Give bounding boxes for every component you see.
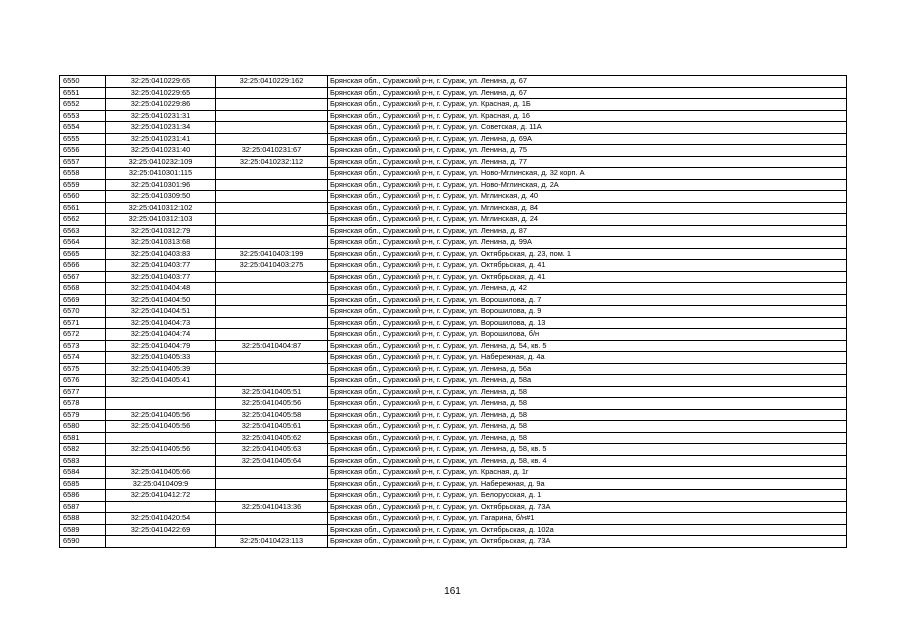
cadastral-number-cell: 32:25:0410412:72 <box>106 490 216 502</box>
table-row <box>60 524 847 536</box>
cadastral-number-cell: 32:25:0410231:41 <box>106 133 216 145</box>
address-cell: Брянская обл., Суражский р-н, г. Сураж, ул. Ленина, д. 99А <box>328 237 847 249</box>
row-number-cell: 6569 <box>60 294 106 306</box>
related-cadastral-number-cell: 32:25:0410405:61 <box>216 421 328 433</box>
row-number-cell: 6554 <box>60 122 106 134</box>
address-cell: Брянская обл., Суражский р-н, г. Сураж, ул. Ленина, д. 58 <box>328 386 847 398</box>
table-row <box>60 421 847 433</box>
table-row <box>60 133 847 145</box>
row-number-cell: 6551 <box>60 87 106 99</box>
address-cell: Брянская обл., Суражский р-н, г. Сураж, ул. Октябрьская, д. 73А <box>328 536 847 548</box>
cadastral-number-cell: 32:25:0410405:41 <box>106 375 216 387</box>
row-number-cell: 6558 <box>60 168 106 180</box>
table-row <box>60 214 847 226</box>
row-number-cell: 6572 <box>60 329 106 341</box>
row-number-cell: 6560 <box>60 191 106 203</box>
related-cadastral-number-cell: 32:25:0410232:112 <box>216 156 328 168</box>
related-cadastral-number-cell <box>216 87 328 99</box>
address-cell: Брянская обл., Суражский р-н, г. Сураж, ул. Ленина, д. 58, кв. 4 <box>328 455 847 467</box>
row-number-cell: 6573 <box>60 340 106 352</box>
cadastral-number-cell: 32:25:0410404:74 <box>106 329 216 341</box>
table-row <box>60 398 847 410</box>
cadastral-number-cell: 32:25:0410409:9 <box>106 478 216 490</box>
table-row <box>60 340 847 352</box>
address-cell: Брянская обл., Суражский р-н, г. Сураж, ул. Ленина, д. 69А <box>328 133 847 145</box>
table-row <box>60 444 847 456</box>
row-number-cell: 6553 <box>60 110 106 122</box>
table-row <box>60 352 847 364</box>
address-cell: Брянская обл., Суражский р-н, г. Сураж, ул. Белорусская, д. 1 <box>328 490 847 502</box>
row-number-cell: 6584 <box>60 467 106 479</box>
row-number-cell: 6579 <box>60 409 106 421</box>
row-number-cell: 6590 <box>60 536 106 548</box>
table-row <box>60 283 847 295</box>
row-number-cell: 6586 <box>60 490 106 502</box>
cadastral-number-cell: 32:25:0410232:109 <box>106 156 216 168</box>
row-number-cell: 6574 <box>60 352 106 364</box>
cadastral-number-cell: 32:25:0410405:33 <box>106 352 216 364</box>
address-cell: Брянская обл., Суражский р-н, г. Сураж, ул. Ленина, д. 67 <box>328 87 847 99</box>
row-number-cell: 6575 <box>60 363 106 375</box>
cadastral-number-cell: 32:25:0410301:96 <box>106 179 216 191</box>
address-cell: Брянская обл., Суражский р-н, г. Сураж, ул. Ново-Мглинская, д. 32 корп. А <box>328 168 847 180</box>
table-row <box>60 478 847 490</box>
related-cadastral-number-cell: 32:25:0410413:36 <box>216 501 328 513</box>
cadastral-number-cell <box>106 432 216 444</box>
address-cell: Брянская обл., Суражский р-н, г. Сураж, ул. Ново-Мглинская, д. 2А <box>328 179 847 191</box>
cadastral-number-cell <box>106 455 216 467</box>
related-cadastral-number-cell: 32:25:0410404:87 <box>216 340 328 352</box>
cadastral-number-cell <box>106 386 216 398</box>
cadastral-number-cell: 32:25:0410420:54 <box>106 513 216 525</box>
cadastral-number-cell: 32:25:0410405:56 <box>106 409 216 421</box>
address-cell: Брянская обл., Суражский р-н, г. Сураж, ул. Ленина, д. 54, кв. 5 <box>328 340 847 352</box>
cadastral-number-cell: 32:25:0410404:48 <box>106 283 216 295</box>
related-cadastral-number-cell <box>216 513 328 525</box>
row-number-cell: 6571 <box>60 317 106 329</box>
address-cell: Брянская обл., Суражский р-н, г. Сураж, ул. Набережная, д. 9а <box>328 478 847 490</box>
table-row <box>60 145 847 157</box>
address-cell: Брянская обл., Суражский р-н, г. Сураж, ул. Мглинская, д. 24 <box>328 214 847 226</box>
related-cadastral-number-cell <box>216 467 328 479</box>
registry-table-container <box>59 75 846 548</box>
cadastral-number-cell: 32:25:0410405:66 <box>106 467 216 479</box>
table-row <box>60 156 847 168</box>
row-number-cell: 6563 <box>60 225 106 237</box>
address-cell: Брянская обл., Суражский р-н, г. Сураж, ул. Ленина, д. 56а <box>328 363 847 375</box>
cadastral-number-cell: 32:25:0410422:69 <box>106 524 216 536</box>
table-row <box>60 375 847 387</box>
table-row <box>60 317 847 329</box>
cadastral-number-cell: 32:25:0410404:79 <box>106 340 216 352</box>
cadastral-number-cell: 32:25:0410405:39 <box>106 363 216 375</box>
related-cadastral-number-cell <box>216 306 328 318</box>
related-cadastral-number-cell <box>216 524 328 536</box>
related-cadastral-number-cell <box>216 375 328 387</box>
table-row <box>60 225 847 237</box>
address-cell: Брянская обл., Суражский р-н, г. Сураж, ул. Мглинская, д. 84 <box>328 202 847 214</box>
related-cadastral-number-cell <box>216 179 328 191</box>
related-cadastral-number-cell: 32:25:0410405:64 <box>216 455 328 467</box>
table-row <box>60 306 847 318</box>
row-number-cell: 6581 <box>60 432 106 444</box>
table-row <box>60 179 847 191</box>
row-number-cell: 6585 <box>60 478 106 490</box>
address-cell: Брянская обл., Суражский р-н, г. Сураж, ул. Ленина, д. 75 <box>328 145 847 157</box>
cadastral-number-cell: 32:25:0410403:77 <box>106 260 216 272</box>
table-row <box>60 110 847 122</box>
cadastral-number-cell: 32:25:0410313:68 <box>106 237 216 249</box>
related-cadastral-number-cell: 32:25:0410423:113 <box>216 536 328 548</box>
table-row <box>60 271 847 283</box>
address-cell: Брянская обл., Суражский р-н, г. Сураж, ул. Октябрьская, д. 41 <box>328 260 847 272</box>
address-cell: Брянская обл., Суражский р-н, г. Сураж, ул. Ворошилова, д. 13 <box>328 317 847 329</box>
row-number-cell: 6588 <box>60 513 106 525</box>
related-cadastral-number-cell <box>216 329 328 341</box>
related-cadastral-number-cell: 32:25:0410405:51 <box>216 386 328 398</box>
cadastral-number-cell <box>106 501 216 513</box>
table-row <box>60 122 847 134</box>
address-cell: Брянская обл., Суражский р-н, г. Сураж, ул. Гагарина, б/н#1 <box>328 513 847 525</box>
table-row <box>60 329 847 341</box>
cadastral-number-cell: 32:25:0410312:103 <box>106 214 216 226</box>
row-number-cell: 6559 <box>60 179 106 191</box>
cadastral-number-cell: 32:25:0410404:73 <box>106 317 216 329</box>
cadastral-number-cell: 32:25:0410229:65 <box>106 76 216 88</box>
cadastral-number-cell: 32:25:0410312:79 <box>106 225 216 237</box>
registry-table <box>59 75 847 548</box>
table-row <box>60 432 847 444</box>
row-number-cell: 6565 <box>60 248 106 260</box>
row-number-cell: 6583 <box>60 455 106 467</box>
related-cadastral-number-cell <box>216 122 328 134</box>
related-cadastral-number-cell <box>216 202 328 214</box>
table-row <box>60 501 847 513</box>
related-cadastral-number-cell <box>216 133 328 145</box>
table-row <box>60 490 847 502</box>
cadastral-number-cell: 32:25:0410405:56 <box>106 444 216 456</box>
cadastral-number-cell: 32:25:0410229:65 <box>106 87 216 99</box>
cadastral-number-cell <box>106 536 216 548</box>
related-cadastral-number-cell: 32:25:0410403:275 <box>216 260 328 272</box>
row-number-cell: 6587 <box>60 501 106 513</box>
table-row <box>60 467 847 479</box>
cadastral-number-cell: 32:25:0410405:56 <box>106 421 216 433</box>
related-cadastral-number-cell: 32:25:0410229:162 <box>216 76 328 88</box>
address-cell: Брянская обл., Суражский р-н, г. Сураж, ул. Ленина, д. 58 <box>328 398 847 410</box>
table-row <box>60 87 847 99</box>
related-cadastral-number-cell <box>216 294 328 306</box>
address-cell: Брянская обл., Суражский р-н, г. Сураж, ул. Красная, д. 1г <box>328 467 847 479</box>
address-cell: Брянская обл., Суражский р-н, г. Сураж, ул. Октябрьская, д. 73А <box>328 501 847 513</box>
address-cell: Брянская обл., Суражский р-н, г. Сураж, ул. Ленина, д. 67 <box>328 76 847 88</box>
address-cell: Брянская обл., Суражский р-н, г. Сураж, ул. Ленина, д. 77 <box>328 156 847 168</box>
row-number-cell: 6577 <box>60 386 106 398</box>
registry-table-body <box>60 76 847 548</box>
cadastral-number-cell: 32:25:0410312:102 <box>106 202 216 214</box>
table-row <box>60 409 847 421</box>
related-cadastral-number-cell <box>216 363 328 375</box>
related-cadastral-number-cell: 32:25:0410405:63 <box>216 444 328 456</box>
related-cadastral-number-cell <box>216 478 328 490</box>
row-number-cell: 6568 <box>60 283 106 295</box>
table-row <box>60 202 847 214</box>
cadastral-number-cell: 32:25:0410301:115 <box>106 168 216 180</box>
related-cadastral-number-cell <box>216 317 328 329</box>
page-number: 161 <box>444 586 461 597</box>
address-cell: Брянская обл., Суражский р-н, г. Сураж, ул. Ленина, д. 87 <box>328 225 847 237</box>
related-cadastral-number-cell: 32:25:0410405:56 <box>216 398 328 410</box>
related-cadastral-number-cell <box>216 110 328 122</box>
address-cell: Брянская обл., Суражский р-н, г. Сураж, ул. Ленина, д. 58 <box>328 421 847 433</box>
related-cadastral-number-cell <box>216 225 328 237</box>
table-row <box>60 294 847 306</box>
address-cell: Брянская обл., Суражский р-н, г. Сураж, ул. Советская, д. 11А <box>328 122 847 134</box>
address-cell: Брянская обл., Суражский р-н, г. Сураж, ул. Красная, д. 16 <box>328 110 847 122</box>
table-row <box>60 248 847 260</box>
row-number-cell: 6556 <box>60 145 106 157</box>
cadastral-number-cell: 32:25:0410231:31 <box>106 110 216 122</box>
related-cadastral-number-cell <box>216 271 328 283</box>
related-cadastral-number-cell <box>216 237 328 249</box>
row-number-cell: 6566 <box>60 260 106 272</box>
cadastral-number-cell: 32:25:0410404:50 <box>106 294 216 306</box>
row-number-cell: 6582 <box>60 444 106 456</box>
row-number-cell: 6555 <box>60 133 106 145</box>
cadastral-number-cell: 32:25:0410404:51 <box>106 306 216 318</box>
address-cell: Брянская обл., Суражский р-н, г. Сураж, ул. Ленина, д. 58, кв. 5 <box>328 444 847 456</box>
cadastral-number-cell: 32:25:0410231:34 <box>106 122 216 134</box>
table-row <box>60 260 847 272</box>
table-row <box>60 536 847 548</box>
address-cell: Брянская обл., Суражский р-н, г. Сураж, ул. Ленина, д. 42 <box>328 283 847 295</box>
row-number-cell: 6580 <box>60 421 106 433</box>
address-cell: Брянская обл., Суражский р-н, г. Сураж, ул. Октябрьская, д. 41 <box>328 271 847 283</box>
address-cell: Брянская обл., Суражский р-н, г. Сураж, ул. Ленина, д. 58 <box>328 409 847 421</box>
related-cadastral-number-cell <box>216 214 328 226</box>
related-cadastral-number-cell <box>216 191 328 203</box>
table-row <box>60 168 847 180</box>
row-number-cell: 6552 <box>60 99 106 111</box>
address-cell: Брянская обл., Суражский р-н, г. Сураж, ул. Ворошилова, б/н <box>328 329 847 341</box>
related-cadastral-number-cell <box>216 283 328 295</box>
row-number-cell: 6550 <box>60 76 106 88</box>
row-number-cell: 6589 <box>60 524 106 536</box>
related-cadastral-number-cell: 32:25:0410405:62 <box>216 432 328 444</box>
related-cadastral-number-cell <box>216 168 328 180</box>
related-cadastral-number-cell <box>216 352 328 364</box>
row-number-cell: 6578 <box>60 398 106 410</box>
address-cell: Брянская обл., Суражский р-н, г. Сураж, ул. Ворошилова, д. 7 <box>328 294 847 306</box>
related-cadastral-number-cell <box>216 99 328 111</box>
cadastral-number-cell: 32:25:0410309:50 <box>106 191 216 203</box>
cadastral-number-cell: 32:25:0410231:40 <box>106 145 216 157</box>
address-cell: Брянская обл., Суражский р-н, г. Сураж, ул. Мглинская, д. 40 <box>328 191 847 203</box>
table-row <box>60 363 847 375</box>
related-cadastral-number-cell <box>216 490 328 502</box>
row-number-cell: 6570 <box>60 306 106 318</box>
address-cell: Брянская обл., Суражский р-н, г. Сураж, ул. Ленина, д. 58 <box>328 432 847 444</box>
table-row <box>60 76 847 88</box>
related-cadastral-number-cell: 32:25:0410403:199 <box>216 248 328 260</box>
table-row <box>60 386 847 398</box>
address-cell: Брянская обл., Суражский р-н, г. Сураж, ул. Ленина, д. 58а <box>328 375 847 387</box>
row-number-cell: 6562 <box>60 214 106 226</box>
cadastral-number-cell <box>106 398 216 410</box>
table-row <box>60 99 847 111</box>
related-cadastral-number-cell: 32:25:0410231:67 <box>216 145 328 157</box>
address-cell: Брянская обл., Суражский р-н, г. Сураж, ул. Октябрьская, д. 23, пом. 1 <box>328 248 847 260</box>
table-row <box>60 513 847 525</box>
table-row <box>60 191 847 203</box>
address-cell: Брянская обл., Суражский р-н, г. Сураж, ул. Ворошилова, д. 9 <box>328 306 847 318</box>
address-cell: Брянская обл., Суражский р-н, г. Сураж, ул. Красная, д. 1Б <box>328 99 847 111</box>
row-number-cell: 6576 <box>60 375 106 387</box>
row-number-cell: 6557 <box>60 156 106 168</box>
cadastral-number-cell: 32:25:0410403:77 <box>106 271 216 283</box>
table-row <box>60 237 847 249</box>
cadastral-number-cell: 32:25:0410229:86 <box>106 99 216 111</box>
row-number-cell: 6561 <box>60 202 106 214</box>
row-number-cell: 6567 <box>60 271 106 283</box>
address-cell: Брянская обл., Суражский р-н, г. Сураж, ул. Набережная, д. 4а <box>328 352 847 364</box>
address-cell: Брянская обл., Суражский р-н, г. Сураж, ул. Октябрьская, д. 102а <box>328 524 847 536</box>
table-row <box>60 455 847 467</box>
cadastral-number-cell: 32:25:0410403:83 <box>106 248 216 260</box>
related-cadastral-number-cell: 32:25:0410405:58 <box>216 409 328 421</box>
row-number-cell: 6564 <box>60 237 106 249</box>
